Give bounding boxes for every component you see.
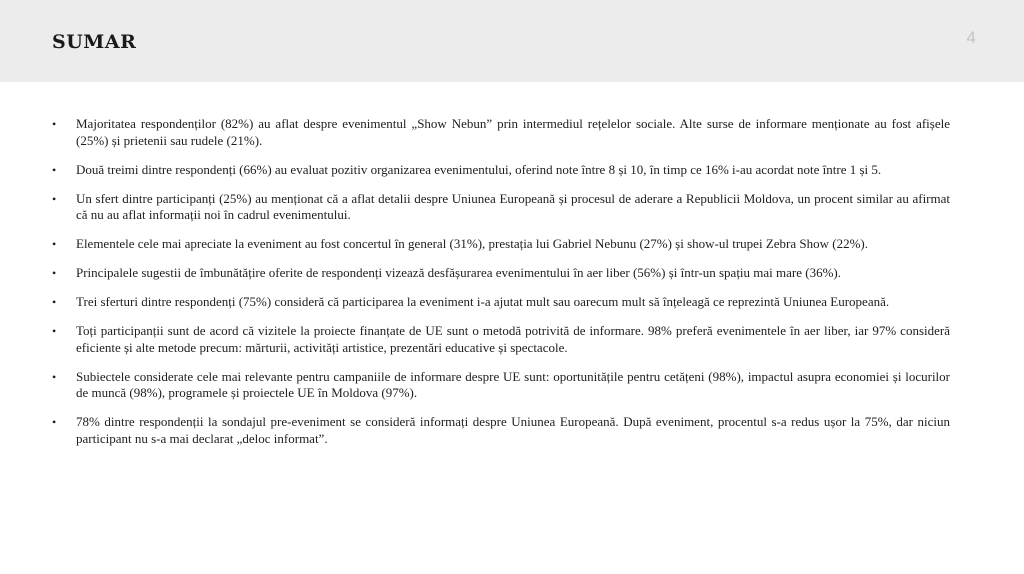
summary-item-text: Două treimi dintre respondenți (66%) au evaluat pozitiv organizarea evenimentului, oferind note între 8 și 10, în timp ce 16% i-au acordat note între 1 și 5. [76, 161, 882, 177]
summary-item [52, 162, 950, 179]
summary-item [52, 414, 950, 447]
summary-item-text: Trei sferturi dintre respondenți (75%) consideră că participarea la eveniment i-a ajutat mult sau oarecum mult să înțeleagă ce reprezintă Uniunea Europeană. [76, 294, 890, 309]
summary-item-text: Toți participanții sunt de acord că vizitele la proiecte finanțate de UE sunt o metodă potrivită de informare. 98% preferă evenimentele în aer liber, iar 97% consideră eficiente și alte metode precum: mărturii, activități artistice, prezentări educative și spectacole. [76, 323, 950, 355]
summary-item-text: Principalele sugestii de îmbunătățire oferite de respondenți vizează desfășurarea evenimentului în aer liber (56%) și într-un spațiu mai mare (36%). [76, 265, 842, 280]
summary-item [52, 236, 950, 253]
bullet-icon: • [52, 369, 57, 384]
summary-list [52, 116, 950, 460]
bullet-icon: • [52, 117, 57, 131]
bullet-icon: • [52, 295, 57, 309]
summary-item-text: Subiectele considerate cele mai relevante pentru campaniile de informare despre UE sunt: oportunitățile pentru cetățeni (98%), impactul asupra economiei și locurilor de muncă (98%), programele și proiectele UE în Moldova (97%). [76, 368, 950, 400]
bullet-icon: • [52, 237, 57, 251]
bullet-icon: • [52, 415, 57, 429]
summary-item-text: Elementele cele mai apreciate la eveniment au fost concertul în general (31%), prestația lui Gabriel Nebunu (27%) și show-ul trupei Zebra Show (22%). [76, 236, 868, 251]
bullet-icon: • [52, 324, 57, 338]
page-number: 4 [966, 28, 976, 47]
summary-item [52, 191, 950, 224]
page-title: SUMAR [52, 31, 137, 53]
bullet-icon: • [52, 162, 57, 177]
summary-item [52, 323, 950, 356]
summary-item-text: Un sfert dintre participanți (25%) au menționat că a aflat detalii despre Uniunea Europeană și procesul de aderare a Republicii Moldova, un procent similar au afirmat că nu au aflat informații noi în cadrul evenimentului. [76, 190, 950, 222]
summary-item [52, 265, 950, 282]
summary-item-text: Majoritatea respondenților (82%) au aflat despre evenimentul „Show Nebun” prin intermediul rețelelor sociale. Alte surse de informare menționate au fost afișele (25%) și prietenii sau rudele (21%). [76, 116, 950, 148]
header-bar [0, 0, 1024, 82]
summary-item-text: 78% dintre respondenții la sondajul pre-eveniment se consideră informați despre Uniunea Europeană. După eveniment, procentul s-a redus ușor la 75%, dar niciun participant nu s-a mai declarat „deloc informat”. [76, 414, 950, 446]
summary-item [52, 116, 950, 149]
summary-item [52, 369, 950, 402]
summary-item [52, 294, 950, 311]
bullet-icon: • [52, 191, 57, 206]
bullet-icon: • [52, 266, 57, 280]
